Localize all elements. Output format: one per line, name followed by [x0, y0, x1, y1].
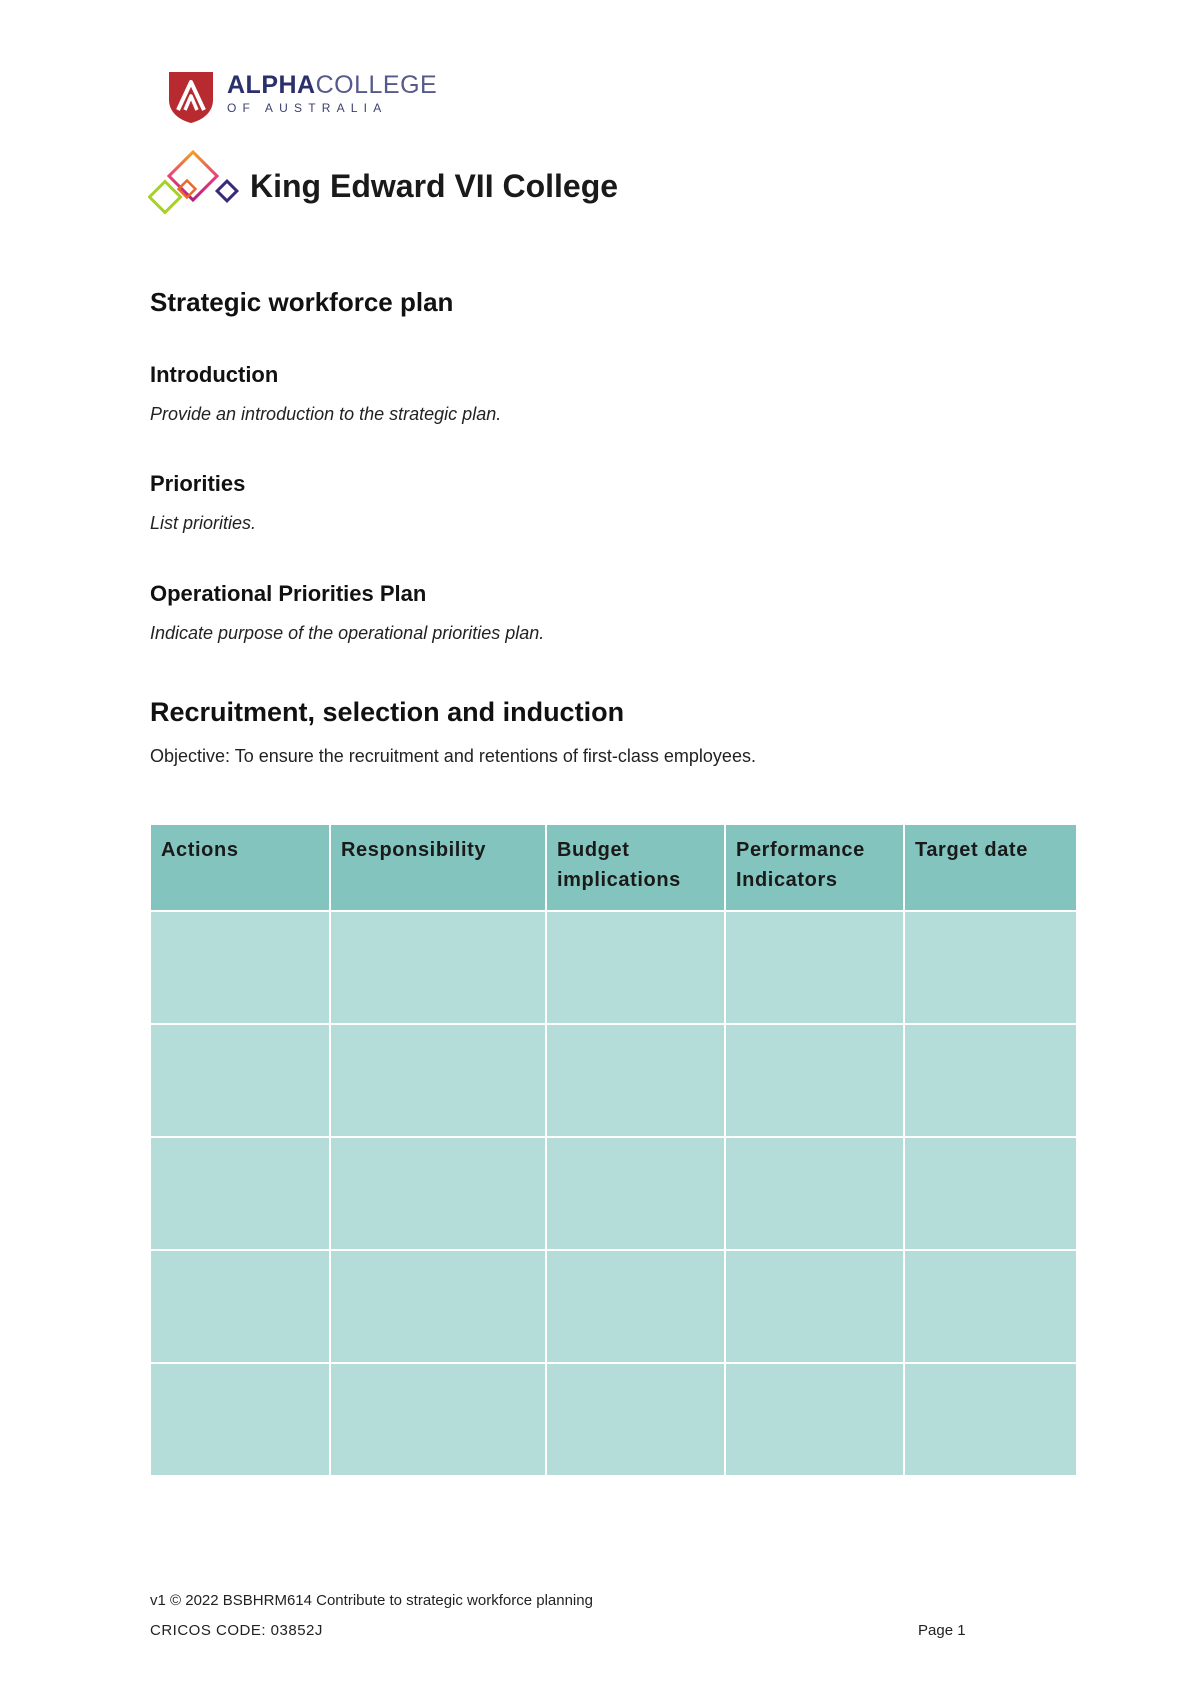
table-cell[interactable]: [150, 1137, 330, 1250]
table-cell[interactable]: [725, 1250, 904, 1363]
table-cell[interactable]: [330, 1250, 546, 1363]
recruitment-plan-table: [149, 823, 1078, 1477]
table-cell[interactable]: [150, 1363, 330, 1476]
alpha-logo-subtitle: OF AUSTRALIA: [227, 101, 388, 115]
table-cell[interactable]: [904, 911, 1077, 1024]
alpha-logo-name-light: COLLEGE: [315, 71, 438, 99]
table-cell[interactable]: [330, 1024, 546, 1137]
header-performance-indicators: Performance Indicators: [725, 824, 904, 911]
alpha-college-logo: [167, 68, 437, 124]
table-cell[interactable]: [725, 1363, 904, 1476]
priorities-heading: Priorities: [150, 471, 246, 496]
alpha-logo-name-bold: ALPHA: [227, 71, 316, 99]
table-cell[interactable]: [330, 1137, 546, 1250]
introduction-hint: Provide an introduction to the strategic plan.: [150, 404, 502, 424]
footer-page-number: Page 1: [918, 1622, 966, 1639]
table-row: [150, 1250, 1077, 1363]
table-cell[interactable]: [330, 1363, 546, 1476]
table-cell[interactable]: [150, 1024, 330, 1137]
document-title: Strategic workforce plan: [150, 287, 454, 317]
header-budget-implications: Budget implications: [546, 824, 725, 911]
table-cell[interactable]: [725, 1024, 904, 1137]
table-cell[interactable]: [904, 1363, 1077, 1476]
footer-cricos-code: CRICOS CODE: 03852J: [150, 1622, 323, 1639]
header-target-date: Target date: [904, 824, 1077, 911]
alpha-shield-icon: [167, 68, 215, 124]
introduction-heading: Introduction: [150, 362, 279, 387]
king-edward-logo: [148, 150, 618, 222]
table-row: [150, 911, 1077, 1024]
table-cell[interactable]: [546, 1024, 725, 1137]
footer-version-line: v1 © 2022 BSBHRM614 Contribute to strategic workforce planning: [150, 1592, 593, 1609]
table-cell[interactable]: [546, 1250, 725, 1363]
table-cell[interactable]: [904, 1250, 1077, 1363]
table-cell[interactable]: [150, 1250, 330, 1363]
header-responsibility: Responsibility: [330, 824, 546, 911]
operational-hint: Indicate purpose of the operational priorities plan.: [150, 623, 545, 643]
table-cell[interactable]: [904, 1024, 1077, 1137]
header-actions: Actions: [150, 824, 330, 911]
table-cell[interactable]: [725, 911, 904, 1024]
table-row: [150, 1363, 1077, 1476]
king-edward-name: King Edward VII College: [250, 167, 619, 204]
table-cell[interactable]: [546, 1137, 725, 1250]
operational-heading: Operational Priorities Plan: [150, 581, 427, 606]
recruitment-objective: Objective: To ensure the recruitment and retentions of first-class employees.: [150, 746, 756, 766]
table-cell[interactable]: [725, 1137, 904, 1250]
table-row: [150, 1024, 1077, 1137]
table-cell[interactable]: [330, 911, 546, 1024]
table-cell[interactable]: [546, 1363, 725, 1476]
priorities-hint: List priorities.: [150, 513, 257, 533]
table-header-row: [150, 824, 1077, 911]
table-cell[interactable]: [904, 1137, 1077, 1250]
diamond-squares-icon: [148, 150, 248, 222]
recruitment-heading: Recruitment, selection and induction: [150, 697, 625, 727]
table-cell[interactable]: [150, 911, 330, 1024]
table-row: [150, 1137, 1077, 1250]
table-cell[interactable]: [546, 911, 725, 1024]
